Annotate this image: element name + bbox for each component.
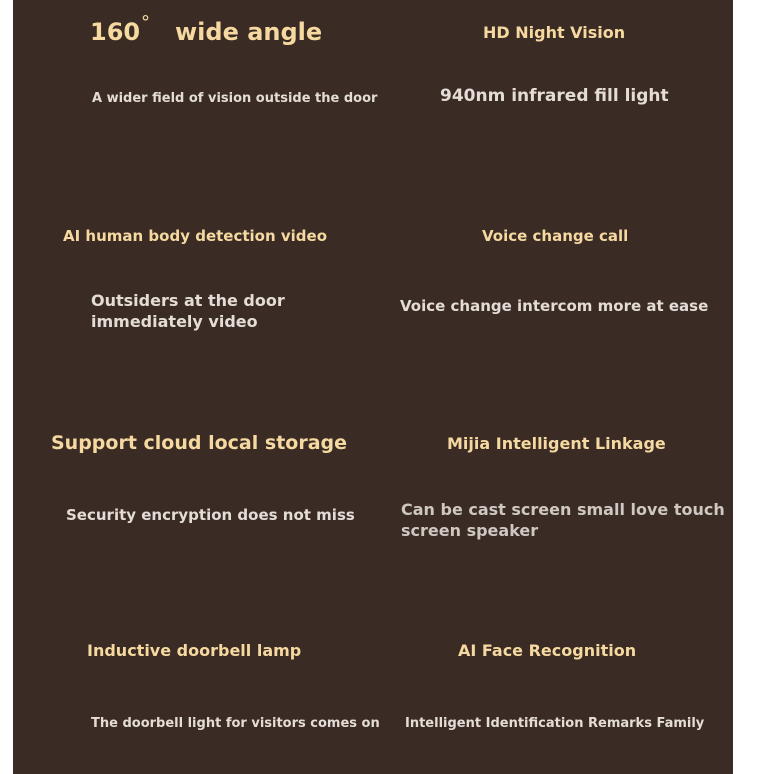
feature-title: Support cloud local storage	[51, 432, 348, 454]
feature-title: AI human body detection video	[63, 227, 328, 245]
feature-description-line-2: immediately video	[91, 312, 258, 331]
feature-description-line-1: Can be cast screen small love touch	[401, 500, 725, 519]
feature-title: HD Night Vision	[483, 23, 626, 42]
feature-title: AI Face Recognition	[458, 641, 637, 660]
feature-title-number: 160	[90, 18, 141, 46]
feature-panel	[13, 0, 733, 774]
feature-description: A wider field of vision outside the door	[92, 91, 378, 106]
feature-description-line-2: screen speaker	[401, 521, 539, 540]
feature-title-degree: °	[141, 12, 150, 33]
feature-title-text: wide angle	[175, 18, 323, 46]
feature-description: The doorbell light for visitors comes on	[91, 716, 380, 731]
feature-description: 940nm infrared fill light	[440, 86, 669, 106]
feature-description: Voice change intercom more at ease	[400, 297, 709, 315]
feature-description: Intelligent Identification Remarks Family	[405, 716, 705, 731]
feature-description-line-1: Outsiders at the door	[91, 291, 285, 310]
feature-title: Mijia Intelligent Linkage	[447, 434, 666, 453]
feature-title: Inductive doorbell lamp	[87, 641, 302, 660]
feature-title: Voice change call	[482, 227, 629, 245]
feature-description: Security encryption does not miss	[66, 506, 355, 524]
